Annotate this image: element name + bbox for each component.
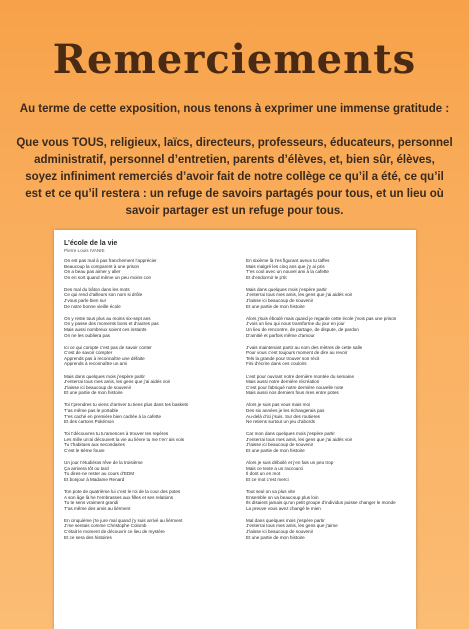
poem-stanza: [246, 345, 406, 367]
poem-line: Beaucoup la comparent à une prison: [64, 263, 140, 269]
poem-line: Au-delà d’ici j’suis. Sur des routieres: [246, 413, 320, 419]
poem-stanza: [246, 518, 406, 540]
poem-line: Et une partie de mon histoire: [246, 303, 305, 309]
poem-line: Un lieu de rencontre, de partage, de dispute, de pardon: [246, 326, 359, 332]
poem-line: Apprends pas à reconnaître une défaite: [64, 355, 145, 361]
poem-line: Pour vous c’est toujours moment de dire au revoir: [246, 350, 348, 356]
poem-document: [54, 230, 416, 629]
poem-line: C’est pour fabriqué notre dernière nouvelle note: [246, 384, 344, 390]
poem-line: D’amitié et parfois même d’amour: [246, 332, 315, 338]
poem-line: Mais aussi notre dernière récréation: [246, 379, 320, 385]
poem-line: Mais aussi nombreux soient ces instants: [64, 326, 147, 332]
poem-line: En cinquième j’te jure mal quand j’y suis arrivé au lièrment: [64, 517, 183, 523]
poem-line: Mais dans quelques mois j’espère partir: [64, 373, 145, 379]
poem-line: Ça arrivera tôt ou tard: [64, 465, 109, 471]
poem-stanza: [64, 489, 224, 511]
poem-line: Alors j’suis éboulé mais quand je regarde cette école j’vois pas une prison: [246, 315, 397, 321]
poem-line: Et une partie de mon histoire: [246, 534, 305, 540]
poem-stanza: [64, 345, 224, 367]
poem-line: Ne retiens surtout un jeu d’abords: [246, 419, 315, 425]
poem-line: Il dont un en mot: [246, 471, 281, 477]
poem-line: Ils disaient jamais qu’un petit groupe d’individus puisse changer le monde: [246, 500, 396, 506]
poem-title: L’école de la vie: [64, 240, 118, 247]
poem-line: En sixième là t’es figurant aveux tu taffes: [246, 258, 330, 263]
poem-line: C’est de savoir compter: [64, 350, 113, 356]
poem-stanza: [64, 518, 224, 540]
poem-stanza: [64, 287, 224, 309]
poem-line: J’vous parle bien sur: [64, 298, 107, 304]
poem-stanza: [246, 287, 406, 309]
poem-line: A son âge là he t’embrasses aux filles et ses relations: [64, 494, 174, 500]
page-title: Remerciements: [52, 36, 417, 83]
poem-stanza: [246, 374, 406, 396]
poem-line: On ne les oubliera pas: [64, 332, 110, 338]
poem-line: Et bonjour à Madame Renard: [64, 476, 125, 482]
poem-stanza: [246, 258, 406, 280]
poem-line: Tu t’habitues aux secondaires: [64, 442, 125, 448]
poem-line: Alors je suis déboilé et j’en fais un peu trop: [246, 460, 334, 466]
poem-line: J’enterrai tous mes amis, les gens que j’ai aidés voir: [246, 436, 353, 442]
poem-line: Et une partie de mon histoire: [64, 390, 123, 396]
thanks-message-line: soyez infiniment remerciés d’avoir fait de notre collège ce qu’il a été, ce qu’il: [25, 171, 444, 183]
poem-stanza: [64, 431, 224, 453]
poem-line: J’enterrai tous mes amis, les gens que j’ai aidés voir: [64, 379, 171, 385]
poem-line: J’me sentais comme Christophe Colomb: [64, 523, 147, 529]
poem-line: Les mille un’ai découvert la vie au lièvre tu me t’en’ ais vois: [64, 436, 185, 442]
poem-line: Et ce mot c’est merci: [246, 476, 289, 482]
poem-line: J’enterrai tous mes amis, les gens que j’ai aidés voir: [246, 292, 353, 298]
poem-stanza: [246, 316, 406, 338]
poem-line: De notre bonne vieille école: [64, 303, 121, 309]
poem-line: On est pas mal à pas franchement l’apprécier: [64, 258, 157, 263]
poem-line: Un jour t’étudiéras rêve de la troisième: [64, 460, 143, 466]
poem-line: Et une partie de mon histoire: [246, 448, 305, 454]
poem-column-right: [246, 258, 406, 547]
poem-line: Mais malgré les cinq ans que j’y ai pris: [246, 263, 325, 269]
poem-line: Mais ce texte a un raccourci: [246, 465, 304, 471]
thanks-message-line: est et ce qu’il restera : un refuge de savoirs partagés pour tous, et un lieu où: [25, 188, 444, 200]
poem-line: Ce qui rend d’ailleurs son nom si drôle: [64, 292, 143, 298]
poem-line: On y reste tous plus au moins six-sept ans: [64, 315, 151, 321]
poem-stanza: [246, 431, 406, 453]
poem-stanza: [64, 374, 224, 396]
poem-stanza: [246, 460, 406, 482]
thanks-message: [8, 135, 461, 220]
poem-stanza: [64, 258, 224, 280]
poem-stanza: [246, 402, 406, 424]
poem-line: J’laisse ici beaucoup de souvenir: [64, 384, 132, 390]
page-subtitle: Au terme de cette exposition, nous tenons à exprimer une immense gratitude :: [19, 103, 450, 115]
poem-line: L’est pour ouvrant notre dernière montée du semaine: [246, 373, 355, 379]
thanks-message-line: administratif, personnel d’entretien, parents d’élèves, et, bien sûr, élèves,: [34, 154, 435, 166]
poem-line: Alors je suis pas vous mais moi: [246, 402, 311, 408]
poem-stanza: [246, 489, 406, 511]
poem-line: Et ce sera des histoires: [64, 534, 112, 540]
poem-line: J’laisse ici beaucoup de souvenir: [246, 529, 314, 535]
poem-line: T’es cool avec un nouvel ami à la cafette: [246, 269, 329, 275]
poem-columns: [64, 258, 406, 547]
poem-line: Tu dires-ne rester au cours d’EDM: [64, 471, 135, 477]
poem-stanza: [64, 402, 224, 424]
poem-author: Pierre Louis IVANIE: [64, 248, 105, 253]
poem-stanza: [64, 316, 224, 338]
poem-line: Tout seul on va plus vite: [246, 489, 296, 494]
poem-line: J’laisse ici beaucoup de souvenir: [246, 442, 314, 448]
poem-line: Fini d’écrire dans ces couloirs: [246, 361, 307, 367]
poem-line: J’laisse ici beaucoup de souvenir: [246, 298, 314, 304]
poem-line: T’as même pas le portable: [64, 407, 119, 413]
poem-line: On y passe des moments bons et d’autres pas: [64, 321, 159, 327]
poem-line: Mais dans quelques mois j’espère partir: [246, 286, 327, 292]
poem-line: J’vois un lieu qui nous transforme du jour en jour: [246, 321, 345, 327]
poem-line: Et d’endormir le p’tit: [246, 274, 287, 280]
poem-line: T’as même des amis au lièrment: [64, 505, 131, 511]
poem-line: Tu te sens vraiment grandi: [64, 500, 119, 506]
poem-column-left: [64, 258, 224, 547]
poem-line: Mais aussi nos derniers fous rires entre potes: [246, 390, 339, 396]
poem-line: C’était le moment de découvrir ce lieu de mystère: [64, 529, 165, 535]
poem-line: Toi t’découvres tu tu’amences à trouver tes repères: [64, 431, 169, 437]
poem-line: On en sort quand même un peu moins con: [64, 274, 152, 280]
poem-line: Des mal du bâton dans les mots: [64, 286, 130, 292]
poem-line: Et des cartons Pokémon: [64, 419, 115, 425]
poem-line: Tels la grande pour trouver son récit: [246, 355, 320, 361]
poem-line: Ensemble on va beaucoup plus loin: [246, 494, 319, 500]
poem-stanza: [64, 460, 224, 482]
poem-line: Toi t’prendres tu viens d’arriver tu tiens plus dans tes baskets: [64, 402, 189, 408]
poem-line: T’es caché en première bien cadrée à la cafette: [64, 413, 162, 419]
poem-line: La preuve vous avez changé le mien: [246, 505, 321, 511]
thanks-message-line: savoir partager est un refuge pour tous.: [125, 205, 344, 217]
poem-line: C’est le 6ème fouve: [64, 448, 105, 454]
poem-line: Ici ce qui compte c’est pas de savoir conter: [64, 344, 152, 350]
poem-line: Ton pote de quatrième lui c’est le roi de la cour des potes: [64, 489, 181, 494]
poem-line: J’enterrai tous mes amis, les gens que j’aime: [246, 523, 338, 529]
poem-line: Mal dans quelques mois j’espère partir: [246, 517, 325, 523]
poem-line: Des six années je les échangerais pas: [246, 407, 325, 413]
poem-line: On a beau pas aimer y aller: [64, 269, 121, 275]
thanks-message-line: Que vous TOUS, religieux, laïcs, directeurs, professeurs, éducateurs, personnel: [16, 137, 453, 149]
poem-line: Car mon dans quelques mois j’espère partir: [246, 431, 335, 437]
poem-line: J’vais maintenant partir au nom des mètres de cette salle: [246, 344, 363, 350]
poem-line: Apprends à reconnaître un ami: [64, 361, 128, 367]
